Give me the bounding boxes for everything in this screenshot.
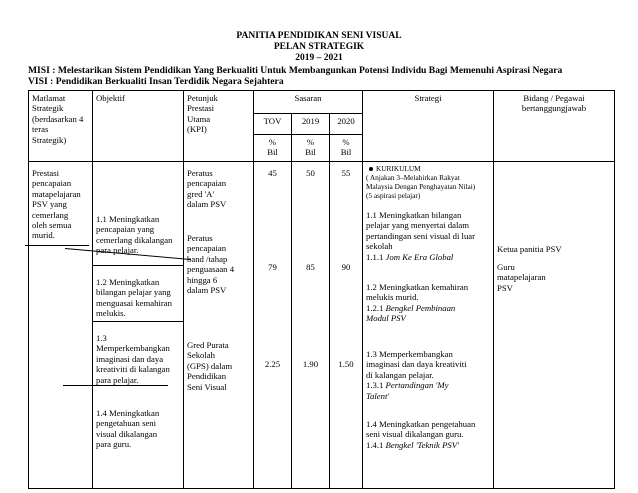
strategi-1-1: 1.1 Meningkatkan bilangan pelajar yang menyertai dalam pertandingan seni visual di luar sekolah 1.1.1 Jom Ke Era Global <box>366 210 476 262</box>
table-row <box>29 162 615 489</box>
strategic-plan-table <box>28 90 615 489</box>
unit-2020: % Bil <box>330 135 363 162</box>
visi-line: VISI : Pendidikan Berkualiti Insan Terdidik Negara Sejahtera <box>28 76 284 87</box>
doc-subtitle: PELAN STRATEGIK <box>273 42 365 52</box>
bidang-ketua: Ketua panitia PSV <box>497 244 562 254</box>
strategi-cell <box>363 162 494 489</box>
bullet-icon <box>369 167 373 171</box>
kpi-3: Gred Purata Sekolah (GPS) dalam Pendidikan Seni Visual <box>187 340 233 392</box>
handwritten-underline <box>63 385 168 386</box>
header-row <box>29 91 615 114</box>
col-bidang-header: Bidang / Pegawai bertanggungjawab <box>494 91 615 162</box>
col-kpi-header: Petunjuk Prestasi Utama (KPI) <box>184 91 254 162</box>
col-2019-header: 2019 <box>292 114 330 135</box>
doc-period: 2019 – 2021 <box>295 53 343 63</box>
y2020-cell: 55 90 1.50 <box>330 162 363 489</box>
handwritten-underline <box>93 321 183 322</box>
kpi-cell <box>184 162 254 489</box>
bidang-guru: Guru matapelajaran PSV <box>497 262 546 293</box>
matlamat-cell: Prestasi pencapaian matapelajaran PSV yang cemerlang oleh semua murid. <box>29 162 93 489</box>
tov-cell: 45 79 2.25 <box>254 162 292 489</box>
y2019-cell: 50 85 1.90 <box>292 162 330 489</box>
kpi-1: Peratus pencapaian gred 'A' dalam PSV <box>187 168 227 210</box>
col-2020-header: 2020 <box>330 114 363 135</box>
col-strategi-header: Strategi <box>363 91 494 162</box>
doc-title: PANITIA PENDIDIKAN SENI VISUAL <box>236 31 402 41</box>
col-tov-header: TOV <box>254 114 292 135</box>
handwritten-underline <box>93 265 183 266</box>
strategi-1-2: 1.2 Meningkatkan kemahiran melukis murid. 1.2.1 Bengkel Pembinaan Modul PSV <box>366 282 469 324</box>
strategi-1-4: 1.4 Meningkatkan pengetahuan seni visual dikalangan guru. 1.4.1 Bengkel 'Teknik PSV' <box>366 419 476 450</box>
objektif-cell <box>93 162 184 489</box>
kpi-2: Peratus pencapaian band /tahap penguasaan 4 hingga 6 dalam PSV <box>187 233 235 296</box>
strategi-1-3: 1.3 Memperkembangkan imaginasi dan daya kreativiti di kalangan pelajar. 1.3.1 Pertandingan 'My Talent' <box>366 349 467 401</box>
strategi-kurikulum: KURIKULUM ( Anjakan 3–Melahirkan Rakyat Malaysia Dengan Penghayatan Nilai) (5 aspirasi pelajar) <box>366 164 476 200</box>
col-objektif-header: Objektif <box>93 91 184 162</box>
handwritten-underline <box>25 245 89 246</box>
unit-2019: % Bil <box>292 135 330 162</box>
bidang-cell <box>494 162 615 489</box>
objektif-1-2: 1.2 Meningkatkan bilangan pelajar yang menguasai kemahiran melukis. <box>96 277 172 319</box>
col-matlamat-header: Matlamat Strategik (berdasarkan 4 teras Strategik) <box>29 91 93 162</box>
unit-tov: % Bil <box>254 135 292 162</box>
objektif-1-4: 1.4 Meningkatkan pengetahuan seni visual dikalangan para guru. <box>96 408 160 450</box>
objektif-1-3: 1.3 Memperkembangkan imaginasi dan daya kreativiti di kalangan para pelajar. <box>96 333 170 385</box>
col-sasaran-header: Sasaran <box>254 91 363 114</box>
objektif-1-1: 1.1 Meningkatkan pencapaian yang cemerlang dikalangan para pelajar. <box>96 214 173 256</box>
misi-line: MISI : Melestarikan Sistem Pendidikan Yang Berkualiti Untuk Membangunkan Potensi Individu Bagi Memenuhi Aspirasi Negara <box>28 65 563 76</box>
